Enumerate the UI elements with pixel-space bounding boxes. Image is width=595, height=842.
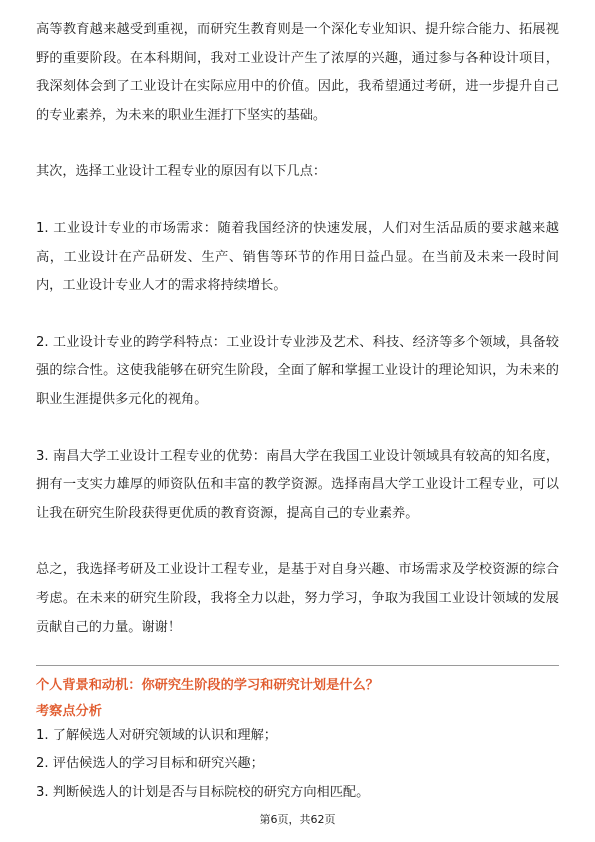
body-paragraph-6: 总之，我选择考研及工业设计工程专业，是基于对自身兴趣、市场需求及学校资源的综合考虑。在未来的研究生阶段，我将全力以赴，努力学习，争取为我国工业设计领域的发展贡献自己的力量。谢谢！ (36, 562, 559, 635)
analysis-point-3: 3. 判断候选人的计划是否与目标院校的研究方向相匹配。 (36, 784, 370, 800)
body-paragraph-1: 高等教育越来越受到重视，而研究生教育则是一个深化专业知识、提升综合能力、拓展视野的重要阶段。在本科期间，我对工业设计产生了浓厚的兴趣，通过参与各种设计项目，我深刻体会到了工业设计在实际应用中的价值。因此，我希望通过考研，进一步提升自己的专业素养，为未来的职业生涯打下坚实的基础。 (36, 22, 559, 123)
paragraph-gap (36, 528, 559, 556)
paragraph-gap (36, 301, 559, 329)
question-title: 个人背景和动机：你研究生阶段的学习和研究计划是什么？ (36, 678, 379, 693)
question-subtitle: 考察点分析 (36, 703, 102, 719)
section-divider (36, 665, 559, 666)
analysis-point-1: 1. 了解候选人对研究领域的认识和理解； (36, 727, 277, 743)
paragraph-gap (36, 415, 559, 443)
paragraph-gap (36, 187, 559, 215)
page-number: 第6页，共62页 (259, 813, 336, 826)
document-body (36, 16, 559, 642)
body-paragraph-4: 2. 工业设计专业的跨学科特点：工业设计专业涉及艺术、科技、经济等多个领域，具备较强的综合性。这使我能够在研究生阶段，全面了解和掌握工业设计的理论知识，为未来的职业生涯提供多元化的视角。 (36, 334, 559, 407)
body-paragraph-3: 1. 工业设计专业的市场需求：随着我国经济的快速发展，人们对生活品质的要求越来越高，工业设计在产品研发、生产、销售等环节的作用日益凸显。在当前及未来一段时间内，工业设计专业人才的需求将持续增长。 (36, 220, 559, 294)
body-paragraph-2: 其次，选择工业设计工程专业的原因有以下几点： (36, 164, 327, 180)
paragraph-gap (36, 130, 559, 158)
body-paragraph-5: 3. 南昌大学工业设计工程专业的优势：南昌大学在我国工业设计领域具有较高的知名度，拥有一支实力雄厚的师资队伍和丰富的教学资源。选择南昌大学工业设计工程专业，可以让我在研究生阶段获得更优质的教育资源，提高自己的专业素养。 (36, 448, 559, 521)
question-section (36, 672, 559, 807)
analysis-point-2: 2. 评估候选人的学习目标和研究兴趣； (36, 756, 264, 772)
